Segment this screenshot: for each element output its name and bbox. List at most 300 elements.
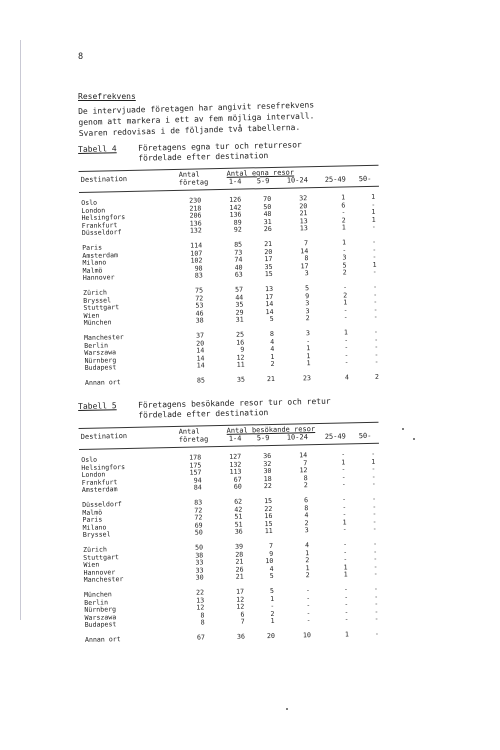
interval-cell: 12	[299, 466, 308, 475]
interval-cell: 13	[265, 284, 274, 294]
antal-cell: 33	[195, 566, 204, 575]
antal-cell: 72	[194, 513, 203, 522]
interval-cell: 1	[270, 617, 275, 626]
interval-cell: -	[373, 584, 379, 593]
interval-header: 1-4	[228, 434, 242, 443]
interval-cell: 1	[343, 328, 349, 337]
table-title-line2: fördelade efter destination	[138, 151, 269, 163]
destination-cell: Manchester	[83, 332, 124, 342]
row-group	[79, 194, 380, 238]
destination-cell: Düsseldorf	[81, 228, 122, 238]
interval-cell: -	[374, 592, 379, 601]
interval-cell: -	[373, 570, 378, 579]
destination-cell: Milano	[82, 523, 107, 532]
row-group	[80, 496, 381, 540]
table-label: Tabell 5	[78, 401, 117, 411]
interval-cell: 36	[263, 451, 272, 461]
interval-cell: 57	[235, 285, 244, 294]
destination-cell: Zürich	[83, 288, 108, 297]
antal-cell: 136	[189, 219, 202, 228]
interval-cell: -	[373, 305, 378, 314]
antal-cell: 83	[194, 498, 203, 507]
interval-cell: 3	[305, 329, 311, 338]
destination-cell: Nürnberg	[84, 355, 117, 365]
intro-line: Svaren redovisas i de följande två tabellerna.	[78, 122, 301, 138]
interval-cell: 39	[235, 542, 244, 551]
interval-cell: -	[306, 616, 311, 625]
antal-cell: 33	[195, 558, 204, 567]
interval-cell: -	[344, 608, 349, 617]
interval-cell: 14	[265, 300, 274, 309]
interval-cell: -	[371, 223, 376, 232]
interval-cell: -	[373, 313, 378, 322]
interval-cell: 73	[234, 248, 243, 257]
interval-cell: 35	[264, 262, 273, 271]
interval-cell: 4	[270, 337, 275, 346]
antal-cell: 98	[194, 264, 203, 273]
interval-cell: 92	[233, 225, 242, 235]
antal-cell: 114	[190, 241, 203, 250]
column-header-destination: Destination	[80, 431, 128, 441]
interval-cell: -	[371, 472, 376, 481]
interval-cell: -	[372, 502, 377, 511]
interval-cell: -	[374, 615, 379, 624]
interval-cell: 62	[234, 497, 243, 506]
destination-cell: Budapest	[84, 363, 117, 373]
interval-cell: 13	[299, 216, 308, 226]
interval-cell: -	[372, 517, 377, 526]
interval-cell: -	[372, 237, 377, 246]
interval-cell: 1	[343, 570, 348, 579]
interval-cell: 16	[236, 338, 245, 347]
page-number: 8	[78, 52, 84, 62]
interval-cell: 1	[305, 548, 310, 557]
margin-line	[20, 40, 21, 620]
destination-cell: Helsingfors	[81, 462, 126, 472]
interval-cell: 21	[266, 374, 276, 383]
intro-line: De intervjuade företagen har angivit resefrekvens	[78, 100, 315, 116]
row-group	[81, 541, 382, 585]
row-group	[80, 239, 381, 283]
interval-cell: -	[373, 297, 378, 306]
column-group-header: Antal egna resor	[226, 168, 295, 178]
table-title: Företagens egna tur och returresor	[137, 140, 302, 153]
interval-cell: 2	[305, 556, 310, 565]
scan-speck	[413, 438, 415, 440]
interval-cell: 17	[264, 255, 273, 264]
interval-cell: 2	[270, 609, 275, 618]
interval-cell: 1	[371, 192, 376, 201]
antal-cell: 94	[193, 476, 202, 485]
interval-cell: 9	[240, 345, 245, 354]
interval-cell: 2	[341, 216, 346, 225]
interval-cell: 113	[229, 467, 242, 477]
antal-cell: 230	[189, 196, 202, 205]
antal-cell: 85	[196, 376, 206, 385]
interval-cell: -	[343, 306, 348, 315]
interval-header: 25-49	[324, 175, 346, 184]
column-header-antal-line2: företag	[178, 435, 209, 444]
interval-cell: 1	[341, 223, 346, 232]
interval-cell: -	[344, 592, 349, 601]
interval-cell: 1	[371, 207, 376, 217]
interval-cell: -	[342, 283, 348, 292]
interval-cell: 15	[264, 519, 273, 528]
interval-cell: 2	[304, 518, 309, 528]
interval-cell: 4	[269, 564, 274, 573]
antal-cell: 37	[195, 331, 205, 340]
interval-cell: 67	[233, 475, 242, 484]
interval-cell: 25	[235, 330, 245, 339]
interval-cell: 21	[299, 209, 308, 218]
table-4	[78, 139, 383, 388]
interval-cell: -	[372, 494, 377, 503]
destination-cell: Bryssel	[83, 295, 112, 305]
destination-cell: Paris	[82, 243, 103, 252]
interval-cell: 6	[341, 201, 346, 210]
interval-cell: 32	[263, 459, 272, 468]
interval-cell: 16	[264, 512, 273, 521]
interval-cell: 1	[270, 594, 275, 603]
interval-header: 5-9	[256, 176, 270, 186]
interval-cell: -	[372, 245, 377, 254]
column-header-antal: Antal	[178, 427, 200, 436]
interval-cell: 70	[263, 194, 272, 204]
interval-cell: 4	[270, 345, 275, 354]
antal-cell: 53	[195, 301, 204, 310]
interval-cell: -	[343, 585, 349, 594]
interval-cell: -	[341, 450, 346, 459]
scan-speck	[286, 708, 288, 710]
interval-cell: -	[306, 336, 311, 345]
intro-line: genom att markera i ett av fem möjliga intervall.	[78, 111, 315, 127]
antal-cell: 72	[195, 293, 204, 303]
antal-cell: 30	[195, 573, 204, 582]
interval-cell: -	[372, 525, 377, 534]
interval-cell: -	[344, 351, 349, 360]
interval-cell: -	[371, 449, 376, 458]
interval-cell: -	[344, 358, 349, 367]
interval-cell: 4	[344, 373, 350, 382]
interval-cell: 8	[304, 503, 309, 512]
interval-cell: -	[341, 208, 346, 217]
interval-cell: 22	[264, 504, 273, 513]
antal-cell: 14	[196, 354, 205, 363]
interval-cell: 6	[240, 610, 245, 619]
interval-cell: -	[344, 335, 349, 344]
interval-cell: 11	[236, 360, 245, 370]
interval-cell: -	[341, 480, 346, 489]
interval-cell: 36	[236, 632, 246, 641]
destination-cell: Amsterdam	[81, 485, 118, 495]
interval-cell: 12	[236, 602, 245, 611]
antal-cell: 178	[189, 453, 202, 462]
destination-cell: Budapest	[84, 620, 117, 630]
interval-cell: 30	[263, 467, 272, 476]
antal-cell: 107	[190, 248, 203, 258]
interval-cell: 21	[235, 572, 244, 582]
interval-cell: 10	[265, 557, 274, 566]
destination-cell: Malmö	[82, 266, 103, 275]
interval-cell: 7	[304, 239, 309, 248]
interval-cell: 74	[234, 255, 243, 264]
destination-cell: München	[83, 318, 112, 328]
interval-cell: 15	[264, 270, 273, 279]
antal-cell: 38	[195, 316, 204, 325]
antal-cell: 14	[196, 361, 205, 370]
antal-cell: 84	[193, 483, 202, 492]
interval-cell: 35	[236, 375, 246, 384]
interval-cell: 142	[229, 203, 242, 212]
interval-cell: -	[373, 327, 379, 336]
destination-cell: Zürich	[83, 545, 108, 554]
interval-cell: -	[342, 525, 347, 534]
table-row	[83, 631, 383, 645]
destination-cell: Oslo	[81, 455, 98, 464]
destination-cell: London	[81, 206, 106, 215]
interval-cell: 5	[342, 261, 347, 270]
interval-cell: 1	[371, 457, 376, 466]
interval-cell: -	[306, 608, 311, 617]
antal-cell: 102	[190, 256, 203, 265]
interval-cell: 14	[299, 451, 308, 460]
row-group	[83, 631, 383, 645]
interval-cell: -	[374, 335, 379, 344]
destination-cell: Berlin	[84, 340, 109, 350]
interval-cell: 29	[235, 308, 244, 317]
interval-cell: 2	[343, 290, 348, 300]
table-title-line2: fördelade efter destination	[138, 408, 269, 420]
interval-cell: 15	[264, 496, 273, 506]
interval-cell: 17	[300, 261, 309, 271]
interval-cell: 12	[236, 353, 245, 362]
interval-cell: 26	[235, 565, 244, 574]
destination-cell: Warszawa	[84, 612, 117, 622]
interval-cell: 20	[264, 247, 273, 256]
interval-cell: -	[342, 502, 347, 512]
destination-cell: Annan ort	[84, 378, 121, 387]
interval-cell: 42	[234, 505, 243, 514]
interval-cell: 8	[303, 473, 308, 483]
antal-cell: 206	[189, 211, 202, 220]
interval-cell: 35	[235, 300, 244, 309]
interval-cell: 2	[342, 268, 347, 277]
destination-cell: Oslo	[81, 198, 98, 207]
destination-cell: Wien	[83, 311, 100, 320]
interval-header: 5-9	[256, 433, 270, 443]
destination-cell: Paris	[82, 515, 103, 525]
interval-cell: 1	[270, 352, 275, 361]
intro-paragraph	[78, 97, 389, 139]
interval-cell: 2	[303, 481, 308, 490]
interval-cell: 1	[372, 260, 377, 269]
interval-header: 10-24	[286, 433, 308, 442]
interval-cell: 5	[269, 315, 274, 324]
interval-cell: 11	[264, 527, 273, 536]
destination-cell: Bryssel	[82, 530, 111, 540]
section-heading: Resefrekvens	[78, 92, 136, 101]
column-header-destination: Destination	[80, 174, 128, 184]
interval-cell: 1	[306, 359, 311, 368]
destination-cell: Berlin	[84, 597, 109, 607]
interval-cell: 23	[302, 374, 312, 383]
interval-cell: -	[372, 282, 378, 291]
table-body	[79, 194, 383, 388]
destination-cell: London	[81, 470, 106, 480]
interval-cell: -	[374, 607, 379, 616]
row-group	[81, 284, 382, 328]
table-body	[79, 451, 383, 645]
row-group	[79, 451, 380, 495]
interval-cell: -	[373, 562, 378, 571]
interval-header: 25-49	[324, 432, 346, 441]
interval-cell: 63	[234, 270, 243, 280]
antal-cell: 8	[200, 611, 205, 620]
antal-cell: 12	[196, 603, 205, 612]
interval-cell: -	[344, 615, 349, 624]
interval-cell: 1	[341, 458, 346, 467]
interval-cell: -	[343, 555, 348, 564]
destination-cell: Düsseldorf	[82, 500, 122, 509]
interval-cell: 1	[341, 193, 346, 202]
destination-cell: Frankfurt	[81, 220, 118, 230]
antal-cell: 8	[200, 618, 205, 627]
interval-cell: -	[374, 599, 379, 608]
interval-cell: 126	[229, 195, 242, 204]
destination-cell: Helsingfors	[81, 213, 126, 223]
interval-header: 50-	[358, 174, 372, 184]
interval-cell: 1	[343, 563, 348, 572]
interval-cell: 20	[266, 631, 276, 640]
interval-cell: 7	[303, 458, 308, 467]
column-group-header: Antal besökande resor	[226, 425, 316, 435]
interval-cell: -	[372, 509, 377, 519]
interval-cell: -	[342, 540, 348, 549]
destination-cell: Nürnberg	[84, 605, 117, 615]
antal-cell: 14	[196, 346, 205, 355]
antal-cell: 72	[194, 505, 203, 515]
interval-cell: 3	[305, 299, 310, 308]
interval-cell: 8	[304, 254, 309, 263]
table-row	[83, 374, 383, 388]
interval-cell: 1	[343, 298, 348, 307]
interval-cell: 1	[306, 344, 311, 353]
row-group	[82, 586, 383, 630]
antal-cell: 38	[195, 550, 204, 560]
interval-cell: 1	[371, 215, 376, 224]
interval-cell: 51	[234, 520, 243, 529]
interval-cell: -	[372, 252, 377, 262]
antal-cell: 69	[194, 521, 203, 530]
antal-cell: 50	[195, 543, 204, 552]
interval-cell: 127	[229, 452, 242, 461]
interval-cell: -	[344, 600, 349, 609]
interval-cell: 132	[229, 460, 242, 469]
interval-cell: -	[342, 510, 347, 519]
interval-cell: 40	[234, 263, 243, 272]
interval-cell: -	[306, 593, 311, 602]
antal-cell: 20	[196, 338, 205, 348]
interval-header: 50-	[358, 431, 372, 441]
column-header-antal: Antal	[178, 170, 200, 179]
interval-cell: 31	[263, 217, 272, 226]
destination-cell: Annan ort	[84, 635, 121, 644]
interval-cell: 12	[236, 595, 245, 604]
row-group	[82, 329, 383, 373]
interval-cell: 2	[305, 571, 310, 580]
antal-cell: 83	[194, 271, 203, 280]
interval-cell: 7	[240, 617, 245, 626]
interval-cell: -	[373, 290, 378, 299]
interval-cell: 1	[344, 630, 350, 639]
interval-cell: -	[306, 601, 311, 610]
interval-cell: 50	[263, 202, 272, 211]
table-title: Företagens besökande resor tur och retur	[137, 396, 331, 410]
antal-cell: 218	[189, 204, 202, 213]
interval-cell: 2	[270, 360, 275, 369]
interval-cell: -	[374, 629, 380, 638]
destination-cell: Warszawa	[84, 348, 117, 358]
interval-cell: 60	[233, 482, 242, 492]
interval-cell: -	[343, 547, 348, 557]
interval-cell: 5	[269, 572, 274, 581]
table-5	[78, 396, 383, 645]
interval-cell: -	[342, 495, 347, 504]
interval-cell: 5	[269, 586, 275, 595]
antal-cell: 157	[189, 468, 202, 477]
destination-cell: Hannover	[83, 567, 116, 577]
interval-cell: -	[373, 554, 378, 563]
destination-cell: Manchester	[83, 575, 124, 585]
interval-cell: 3	[342, 253, 347, 262]
antal-cell: 46	[195, 309, 204, 318]
interval-cell: 1	[306, 351, 311, 360]
interval-cell: -	[371, 200, 376, 209]
interval-cell: 4	[304, 511, 309, 520]
scan-speck	[402, 428, 404, 430]
interval-cell: 3	[304, 269, 309, 278]
interval-cell: 85	[234, 240, 243, 249]
interval-cell: 13	[299, 224, 308, 233]
interval-cell: 20	[299, 201, 308, 210]
interval-cell: -	[344, 343, 349, 352]
destination-cell: Hannover	[82, 273, 115, 283]
interval-cell: 21	[235, 557, 244, 566]
interval-cell: 1	[342, 518, 347, 527]
column-header-antal-line2: företag	[178, 178, 209, 187]
destination-cell: Wien	[83, 560, 100, 570]
interval-cell: -	[341, 465, 346, 474]
interval-cell: 17	[265, 292, 274, 301]
interval-cell: 1	[342, 238, 347, 247]
interval-cell: 2	[374, 372, 380, 381]
antal-cell: 50	[194, 528, 203, 537]
interval-cell: -	[371, 464, 376, 474]
interval-cell: -	[305, 586, 311, 595]
interval-cell: 3	[304, 526, 309, 535]
interval-header: 10-24	[286, 176, 308, 185]
interval-cell: 32	[299, 194, 308, 203]
interval-cell: 31	[235, 315, 244, 325]
interval-cell: 44	[235, 293, 244, 302]
interval-cell: 28	[235, 550, 244, 559]
antal-cell: 13	[196, 595, 205, 605]
interval-cell: 4	[304, 541, 310, 550]
interval-cell: 14	[265, 307, 274, 316]
antal-cell: 132	[189, 226, 202, 236]
interval-cell: 9	[305, 291, 310, 300]
interval-cell: 7	[268, 541, 274, 550]
